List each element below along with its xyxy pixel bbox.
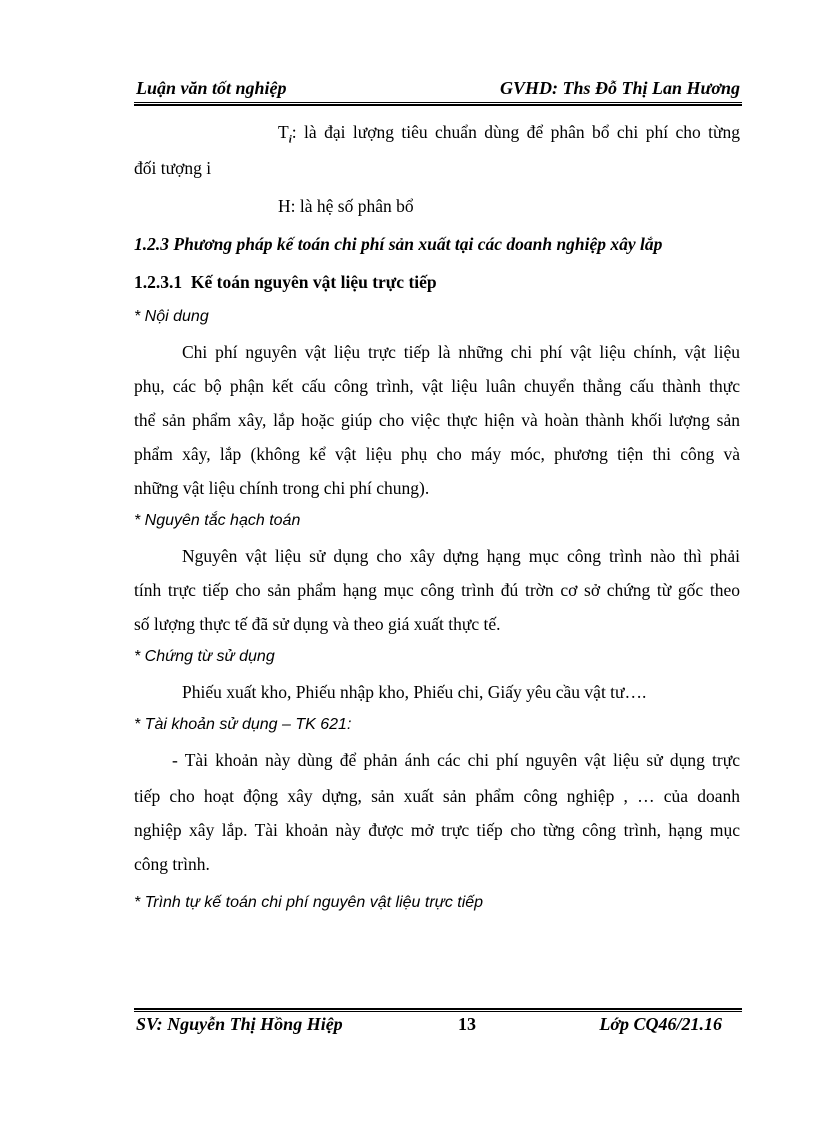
ti-definition-line2: đối tượng i <box>134 158 212 178</box>
trinh-tu-label: * Trình tự kế toán chi phí nguyên vật liệu trực tiếp <box>134 894 484 911</box>
header-rule-thick <box>134 104 742 106</box>
section-heading-1-2-3: 1.2.3 Phương pháp kế toán chi phí sản xuất tại các doanh nghiệp xây lắp <box>134 234 663 254</box>
page-header <box>136 78 740 102</box>
h-definition: H: là hệ số phân bổ <box>278 196 414 216</box>
section-heading-1-2-3-1: 1.2.3.1 Kế toán nguyên vật liệu trực tiếp <box>134 272 437 292</box>
nguyen-tac-label: * Nguyên tắc hạch toán <box>134 512 301 529</box>
noi-dung-label: * Nội dung <box>134 308 209 325</box>
chung-tu-line1: Phiếu xuất kho, Phiếu nhập kho, Phiếu chi, Giấy yêu cầu vật tư…. <box>182 682 647 702</box>
chung-tu-label: * Chứng từ sử dụng <box>134 648 275 665</box>
nguyen-tac-line3: số lượng thực tế đã sử dụng và theo giá xuất thực tế. <box>134 614 501 634</box>
header-rule-thin <box>134 102 742 103</box>
footer-rule-thick <box>134 1008 742 1010</box>
tai-khoan-label: * Tài khoản sử dụng – TK 621: <box>134 716 352 733</box>
nguyen-tac-line2: tính trực tiếp cho sản phẩm hạng mục công trình đú trờn cơ sở chứng từ gốc theo <box>134 580 740 600</box>
noi-dung-line5: những vật liệu chính trong chi phí chung). <box>134 478 430 498</box>
noi-dung-line3: thể sản phẩm xây, lắp hoặc giúp cho việc thực hiện và hoàn thành khối lượng sản <box>134 410 740 430</box>
supervisor-name: GVHD: Ths Đỗ Thị Lan Hương <box>500 78 740 98</box>
noi-dung-line4: phẩm xây, lắp (không kể vật liệu phụ cho máy móc, phương tiện thi công và <box>134 444 740 464</box>
noi-dung-line1: Chi phí nguyên vật liệu trực tiếp là những chi phí vật liệu chính, vật liệu <box>182 342 740 362</box>
class-code: Lớp CQ46/21.16 <box>599 1014 722 1034</box>
tai-khoan-line2: tiếp cho hoạt động xây dựng, sản xuất sản phẩm công nghiệp , … của doanh <box>134 786 740 806</box>
tai-khoan-line1: - Tài khoản này dùng để phản ánh các chi phí nguyên vật liệu sử dụng trực <box>172 750 740 770</box>
noi-dung-line2: phụ, các bộ phận kết cấu công trình, vật liệu luân chuyển thẳng cấu thành thực <box>134 376 740 396</box>
footer-rule-thin <box>134 1011 742 1012</box>
tai-khoan-line4: công trình. <box>134 854 210 874</box>
ti-definition-line1: $T_i$: là đại lượng tiêu chuẩn dùng để phân bổ chi phí cho từng <box>278 122 740 146</box>
tai-khoan-line3: nghiệp xây lắp. Tài khoản này được mở trực tiếp cho từng công trình, hạng mục <box>134 820 740 840</box>
page-number: 13 <box>458 1014 476 1034</box>
student-name: SV: Nguyễn Thị Hồng Hiệp <box>136 1014 343 1034</box>
nguyen-tac-line1: Nguyên vật liệu sử dụng cho xây dựng hạng mục công trình nào thì phải <box>182 546 740 566</box>
thesis-title: Luận văn tốt nghiệp <box>136 78 287 98</box>
